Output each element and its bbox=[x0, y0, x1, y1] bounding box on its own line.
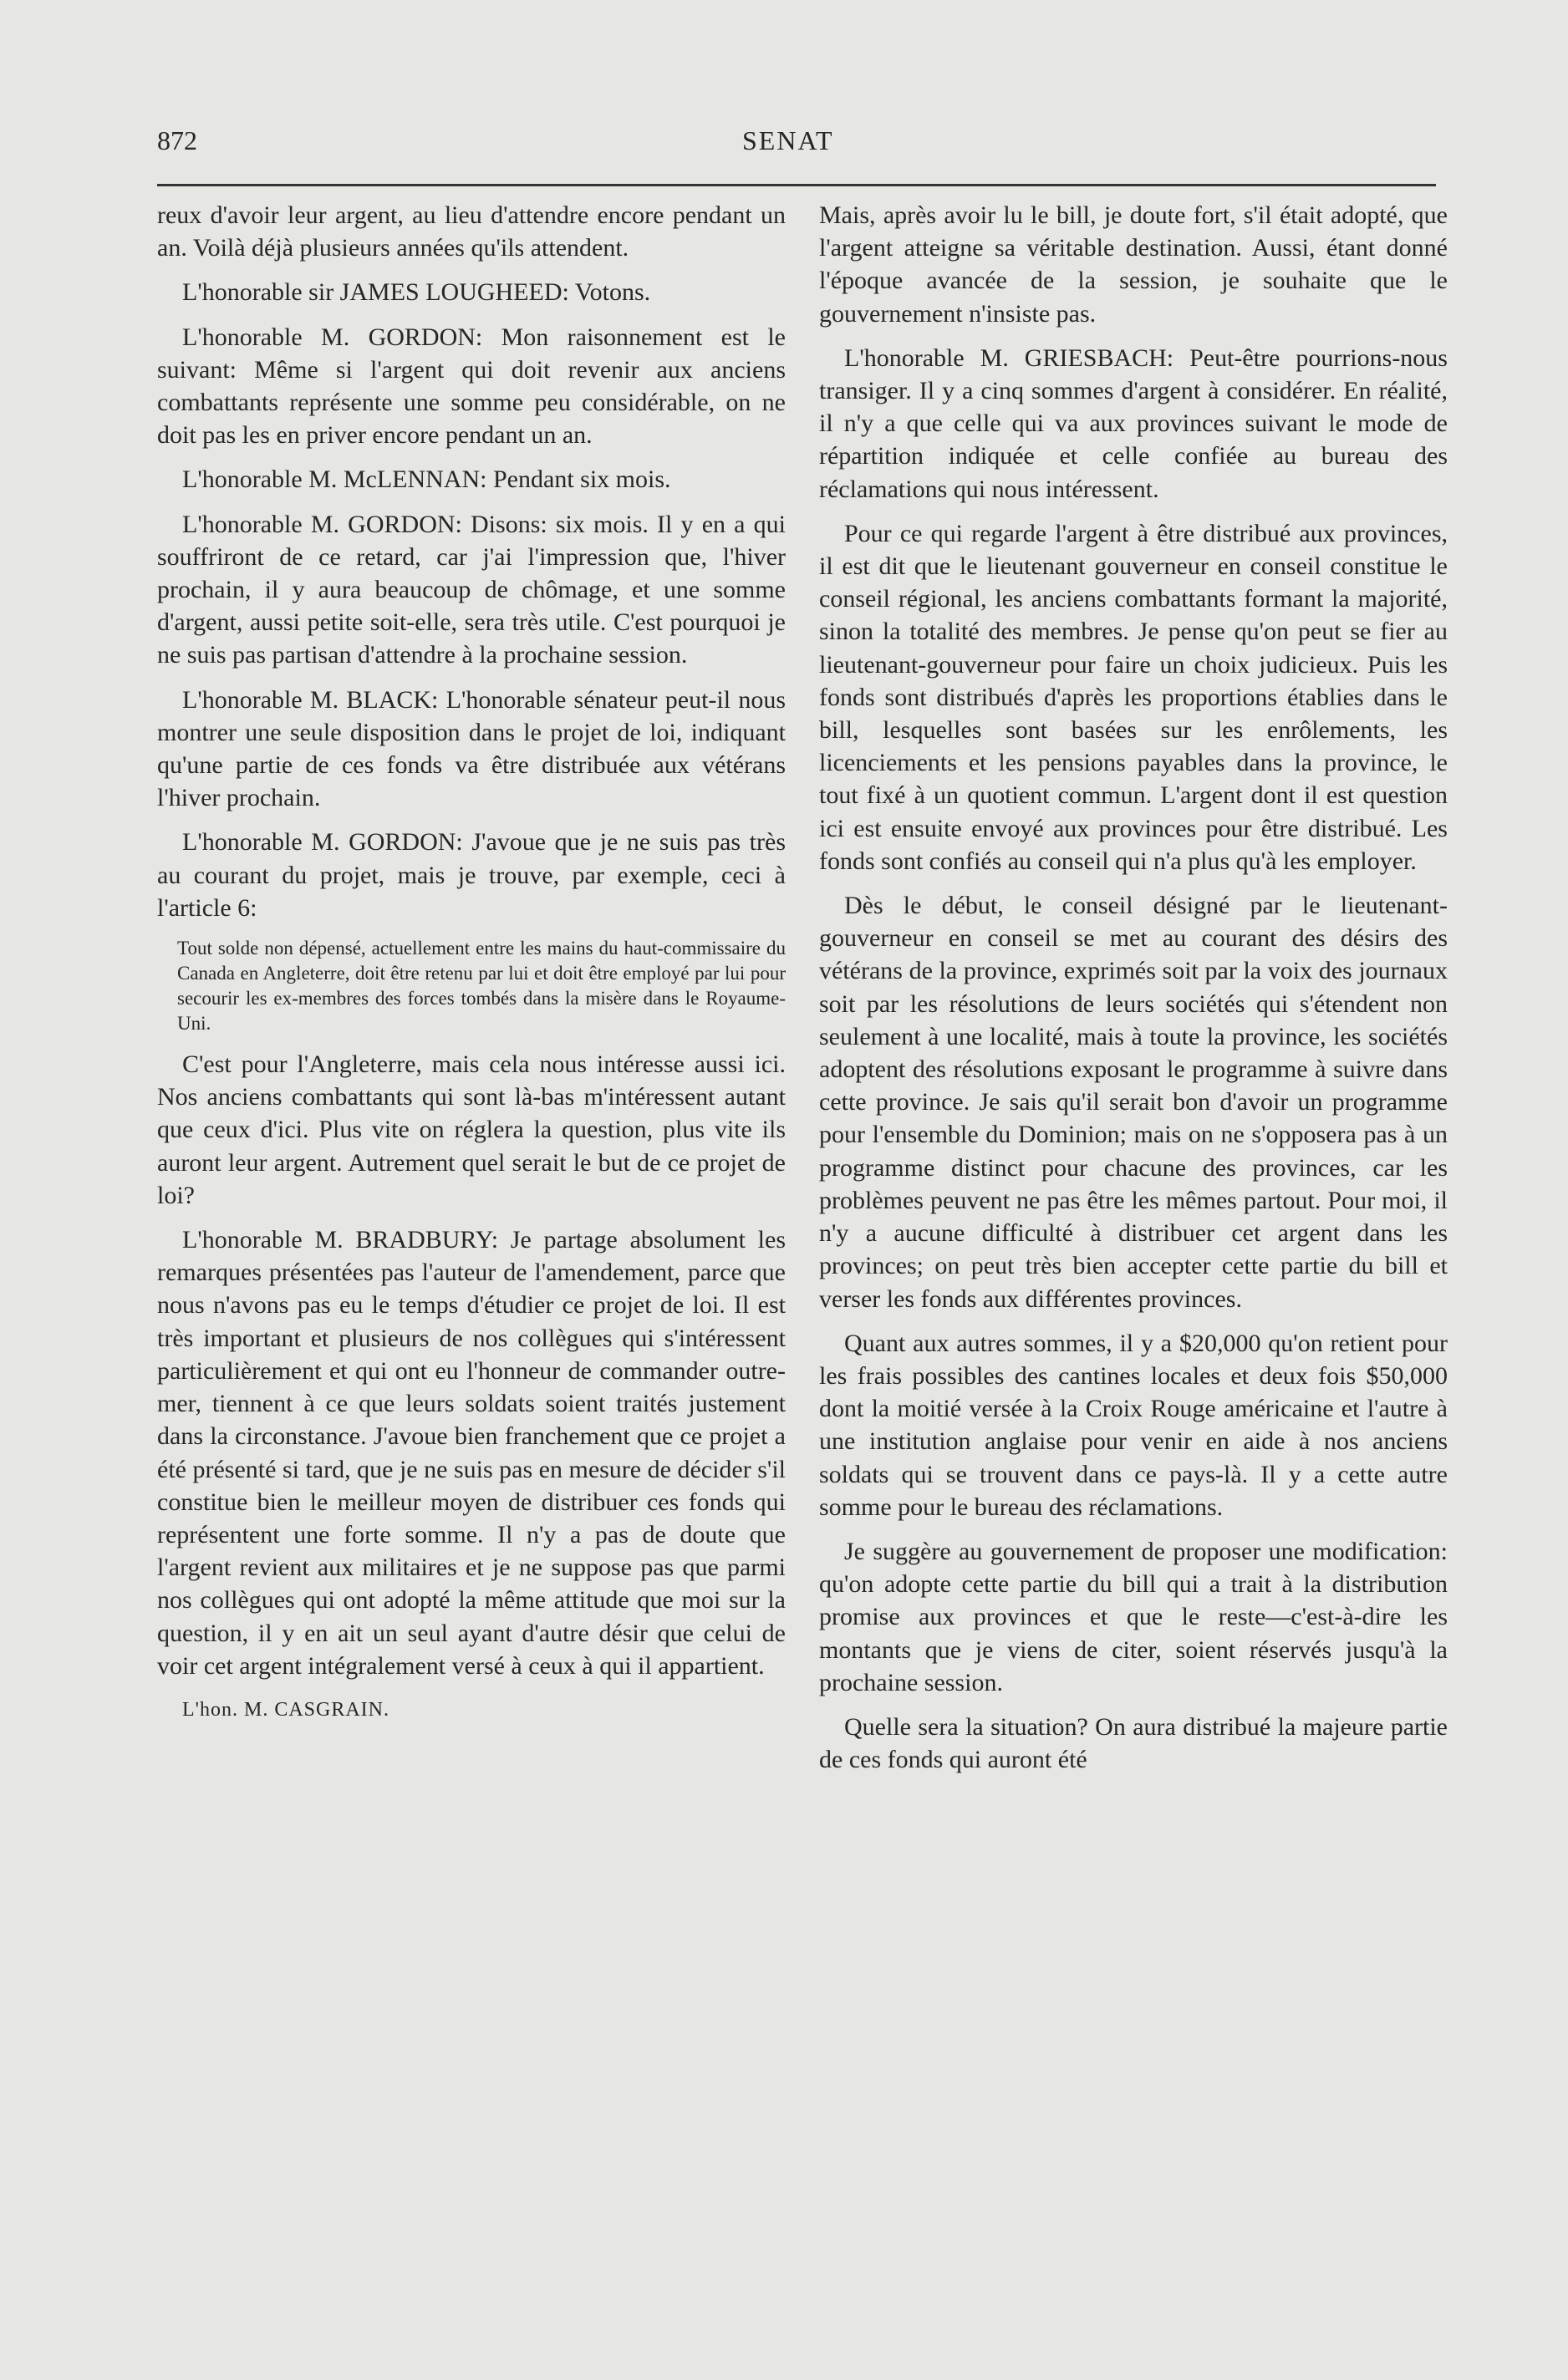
footer-note: L'hon. M. CASGRAIN. bbox=[182, 1698, 390, 1721]
right-column bbox=[819, 199, 1448, 1788]
paragraph: L'honorable M. GRIESBACH: Peut-être pourrions-nous transiger. Il y a cinq sommes d'argent à considérer. En réalité, il n'y a que celle qui va aux provinces suivant le mode de répartition indiquée et celle confiée au bureau des réclamations qui nous intéressent. bbox=[819, 343, 1448, 503]
block-quote: Tout solde non dépensé, actuellement entre les mains du haut-commissaire du Canada en Angleterre, doit être retenu par lui et doit être employé par lui pour secourir les ex-membres des forces tombés dans la misère dans le Royaume-Uni. bbox=[177, 938, 786, 1035]
paragraph: Dès le début, le conseil désigné par le lieutenant-gouverneur en conseil se met au courant des désirs des vétérans de la province, exprimés soit par la voix des journaux soit par les résolutions de leurs sociétés qui s'étendent non seulement à une localité, mais à toute la province, les sociétés adoptent des résolutions exposant le programme à suivre dans cette province. Je sais qu'il serait bon d'avoir un programme pour l'ensemble du Dominion; mais on ne s'opposera pas à un programme distinct pour chacune des provinces, car les problèmes peuvent ne pas être les mêmes partout. Pour moi, il n'y a aucune difficulté à distribuer cet argent dans les provinces; on peut très bien accepter cette partie du bill et verser les fonds aux différentes provinces. bbox=[819, 892, 1448, 1313]
paragraph: L'honorable M. GORDON: J'avoue que je ne suis pas très au courant du projet, mais je trouve, par exemple, ceci à l'article 6: bbox=[157, 828, 786, 922]
paragraph: L'honorable M. BRADBURY: Je partage absolument les remarques présentées pas l'auteur de l'amendement, parce que nous n'avons pas eu le temps d'étudier ce projet de loi. Il est très important et plusieurs de nos collègues qui s'intéressent particulièrement et qui ont eu l'honneur de commander outre-mer, tiennent à ce que leurs soldats soient traités justement dans la circonstance. J'avoue bien franchement que ce projet a été présenté si tard, que je ne suis pas en mesure de décider s'il constitue bien le meilleur moyen de distribuer ces fonds qui représentent une forte somme. Il n'y a pas de doute que l'argent revient aux militaires et je ne suppose pas que parmi nos collègues qui ont adopté la même attitude que moi sur la question, il y en ait un seul ayant d'autre désir que celui de voir cet argent intégralement versé à ceux à qui il appartient. bbox=[157, 1226, 786, 1680]
paragraph: L'honorable M. GORDON: Mon raisonnement est le suivant: Même si l'argent qui doit revenir aux anciens combattants représente une somme peu considérable, on ne doit pas les en priver encore pendant un an. bbox=[157, 323, 786, 450]
paragraph: L'honorable sir JAMES LOUGHEED: Votons. bbox=[182, 278, 651, 307]
paragraph: Quelle sera la situation? On aura distribué la majeure partie de ces fonds qui auront été bbox=[819, 1712, 1448, 1774]
paragraph: reux d'avoir leur argent, au lieu d'attendre encore pendant un an. Voilà déjà plusieurs années qu'ils attendent. bbox=[157, 201, 786, 262]
paragraph: L'honorable M. BLACK: L'honorable sénateur peut-il nous montrer une seule disposition dans le projet de loi, indiquant qu'une partie de ces fonds va être distribuée aux vétérans l'hiver prochain. bbox=[157, 685, 786, 812]
running-head: SENAT bbox=[742, 125, 834, 155]
header-rule bbox=[157, 184, 1436, 186]
paragraph: L'honorable M. GORDON: Disons: six mois. Il y en a qui souffriront de ce retard, car j'ai l'impression que, l'hiver prochain, il y aura beaucoup de chômage, et une somme d'argent, aussi petite soit-elle, sera très utile. C'est pourquoi je ne suis pas partisan d'attendre à la prochaine session. bbox=[157, 510, 786, 669]
paragraph: L'honorable M. McLENNAN: Pendant six mois. bbox=[182, 465, 671, 494]
page-number: 872 bbox=[157, 125, 197, 155]
paragraph: C'est pour l'Angleterre, mais cela nous intéresse aussi ici. Nos anciens combattants qui sont là-bas m'intéressent autant que ceux d'ici. Plus vite on réglera la question, plus vite ils auront leur argent. Autrement quel serait le but de ce projet de loi? bbox=[157, 1050, 786, 1209]
paragraph: Pour ce qui regarde l'argent à être distribué aux provinces, il est dit que le lieutenant gouverneur en conseil constitue le conseil régional, les anciens combattants formant la majorité, sinon la totalité des membres. Je pense qu'on peut se fier au lieutenant-gouverneur pour faire un choix judicieux. Puis les fonds sont distribués d'après les proportions établies dans le bill, lesquelles sont basées sur les enrôlements, les licenciements et les pensions payables dans la province, le tout fixé à un quotient commun. L'argent dont il est question ici est ensuite envoyé aux provinces pour être distribué. Les fonds sont confiés au conseil qui n'a plus qu'à les employer. bbox=[819, 519, 1448, 875]
paragraph: Je suggère au gouvernement de proposer une modification: qu'on adopte cette partie du bill qui a trait à la distribution promise aux provinces et que le reste—c'est-à-dire les montants que je viens de citer, soient réservés jusqu'à la prochaine session. bbox=[819, 1537, 1448, 1696]
paragraph: Mais, après avoir lu le bill, je doute fort, s'il était adopté, que l'argent atteigne sa véritable destination. Aussi, étant donné l'époque avancée de la session, je souhaite que le gouvernement n'insiste pas. bbox=[819, 201, 1448, 328]
page-header bbox=[157, 125, 1436, 159]
paragraph: Quant aux autres sommes, il y a $20,000 qu'on retient pour les frais possibles des cantines locales et deux fois $50,000 dont la moitié versée à la Croix Rouge américaine et l'autre à une institution anglaise pour venir en aide à nos anciens soldats qui se trouvent dans ce pays-là. Il y a cette autre somme pour le bureau des réclamations. bbox=[819, 1329, 1448, 1521]
left-column bbox=[157, 199, 786, 1738]
